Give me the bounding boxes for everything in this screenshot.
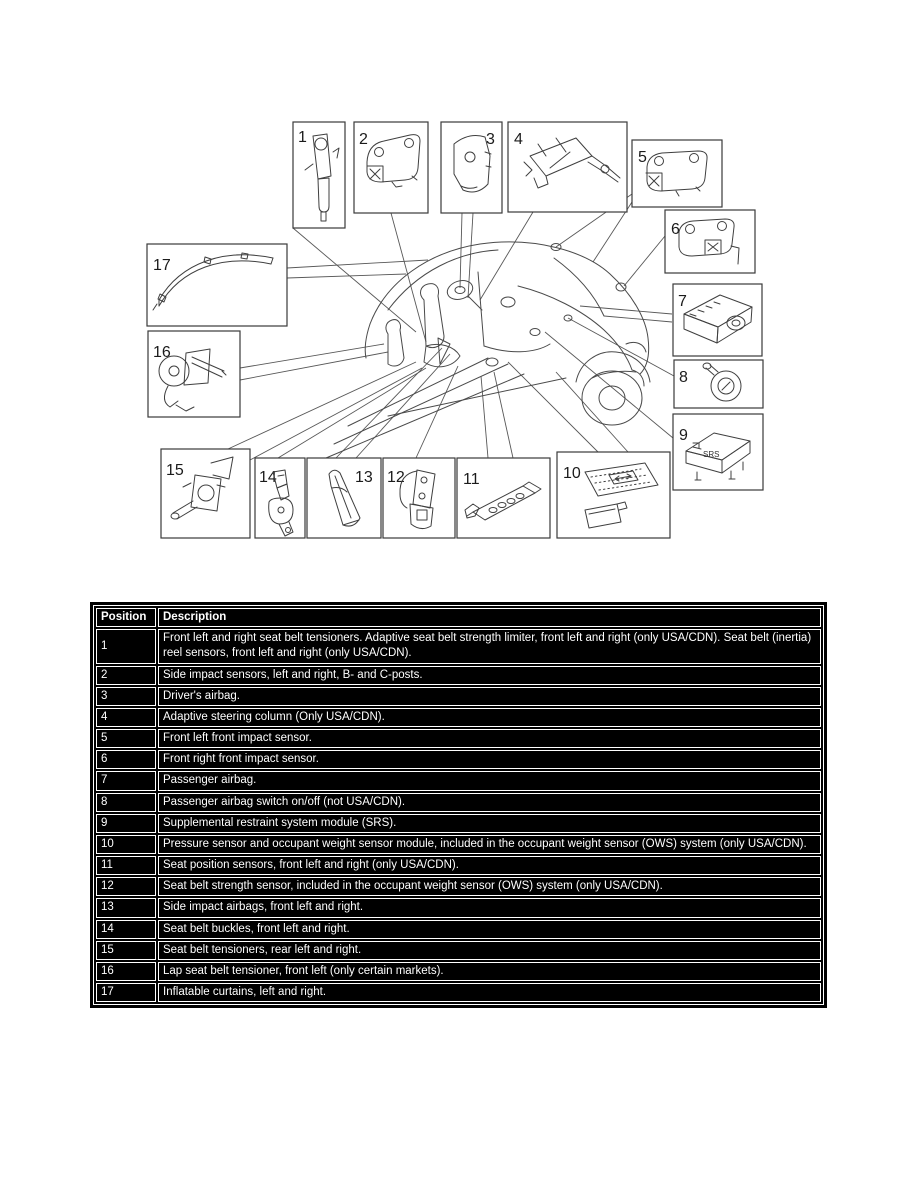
table-row (96, 962, 821, 981)
position-cell: 5 (96, 729, 156, 748)
table-row (96, 666, 821, 685)
position-cell: 7 (96, 771, 156, 790)
callout-box-5 (632, 140, 722, 207)
callout-number: 9 (679, 427, 688, 444)
callout-box-13 (307, 458, 381, 538)
description-cell: Seat belt strength sensor, included in the occupant weight sensor (OWS) system (only USA/CDN). (158, 877, 821, 896)
callout-number: 8 (679, 369, 688, 386)
callout-number: 2 (359, 131, 368, 148)
callout-box-11 (457, 458, 550, 538)
callout-box-15 (161, 449, 250, 538)
table-row (96, 687, 821, 706)
leader-lines (228, 194, 674, 460)
callout-number: 4 (514, 131, 523, 148)
callout-number: 5 (638, 149, 647, 166)
description-cell: Front left and right seat belt tensioners. Adaptive seat belt strength limiter, front left and right (only USA/CDN). Seat belt (inertia) reel sensors, front left and right (only USA/CDN). (158, 629, 821, 663)
callout-number: 14 (259, 469, 277, 486)
callout-box-6 (665, 210, 755, 273)
description-cell: Seat belt tensioners, rear left and right. (158, 941, 821, 960)
position-header: Position (96, 608, 156, 627)
table-row (96, 793, 821, 812)
table-row (96, 941, 821, 960)
table-row (96, 629, 821, 663)
position-cell: 13 (96, 898, 156, 917)
description-cell: Adaptive steering column (Only USA/CDN). (158, 708, 821, 727)
description-cell: Front left front impact sensor. (158, 729, 821, 748)
callout-box-10 (557, 452, 670, 538)
position-cell: 8 (96, 793, 156, 812)
position-cell: 9 (96, 814, 156, 833)
srs-component-diagram (88, 110, 828, 558)
callout-box-2 (354, 122, 428, 213)
callout-box-17 (147, 244, 287, 326)
table-row (96, 814, 821, 833)
position-cell: 16 (96, 962, 156, 981)
callout-number: 6 (671, 221, 680, 238)
table-row (96, 771, 821, 790)
description-cell: Lap seat belt tensioner, front left (only certain markets). (158, 962, 821, 981)
position-cell: 3 (96, 687, 156, 706)
description-cell: Passenger airbag switch on/off (not USA/CDN). (158, 793, 821, 812)
callout-number: 3 (486, 131, 495, 148)
description-cell: Front right front impact sensor. (158, 750, 821, 769)
position-cell: 1 (96, 629, 156, 663)
description-header: Description (158, 608, 821, 627)
position-cell: 4 (96, 708, 156, 727)
position-cell: 17 (96, 983, 156, 1002)
table-row (96, 898, 821, 917)
description-cell: Side impact sensors, left and right, B- and C-posts. (158, 666, 821, 685)
position-cell: 2 (96, 666, 156, 685)
car-illustration-icon (326, 242, 650, 458)
callout-box-8 (674, 360, 763, 408)
position-cell: 15 (96, 941, 156, 960)
callout-number: 16 (153, 344, 171, 361)
description-cell: Supplemental restraint system module (SRS). (158, 814, 821, 833)
callout-box-4 (508, 122, 627, 212)
callout-box-12 (383, 458, 455, 538)
table-row (96, 877, 821, 896)
position-cell: 6 (96, 750, 156, 769)
table-row (96, 750, 821, 769)
callout-box-7 (673, 284, 762, 356)
table-row (96, 920, 821, 939)
srs-module-label: SRS (703, 450, 720, 459)
callout-box-14 (255, 458, 305, 538)
callout-box-3 (441, 122, 502, 213)
table-header-row (96, 608, 821, 627)
description-cell: Seat belt buckles, front left and right. (158, 920, 821, 939)
position-cell: 14 (96, 920, 156, 939)
diagram-canvas (88, 110, 828, 558)
description-cell: Inflatable curtains, left and right. (158, 983, 821, 1002)
position-cell: 10 (96, 835, 156, 854)
description-cell: Passenger airbag. (158, 771, 821, 790)
description-cell: Pressure sensor and occupant weight sensor module, included in the occupant weight sensor (OWS) system (only USA/CDN). (158, 835, 821, 854)
position-cell: 11 (96, 856, 156, 875)
callout-number: 13 (355, 469, 373, 486)
table-row (96, 729, 821, 748)
description-cell: Driver's airbag. (158, 687, 821, 706)
callout-box-1 (293, 122, 345, 228)
description-cell: Side impact airbags, front left and right. (158, 898, 821, 917)
table-row (96, 835, 821, 854)
callout-box-16 (148, 331, 240, 417)
callout-number: 15 (166, 462, 184, 479)
callout-number: 1 (298, 129, 307, 146)
callout-number: 17 (153, 257, 171, 274)
description-cell: Seat position sensors, front left and right (only USA/CDN). (158, 856, 821, 875)
callout-number: 7 (678, 293, 687, 310)
callout-number: 12 (387, 469, 405, 486)
table-row (96, 856, 821, 875)
position-description-table (93, 605, 824, 1005)
table-row (96, 708, 821, 727)
callout-number: 11 (463, 471, 480, 488)
table-row (96, 983, 821, 1002)
callout-number: 10 (563, 465, 581, 482)
position-cell: 12 (96, 877, 156, 896)
callout-box-9 (673, 414, 763, 490)
positions-table-wrap (90, 602, 827, 1008)
